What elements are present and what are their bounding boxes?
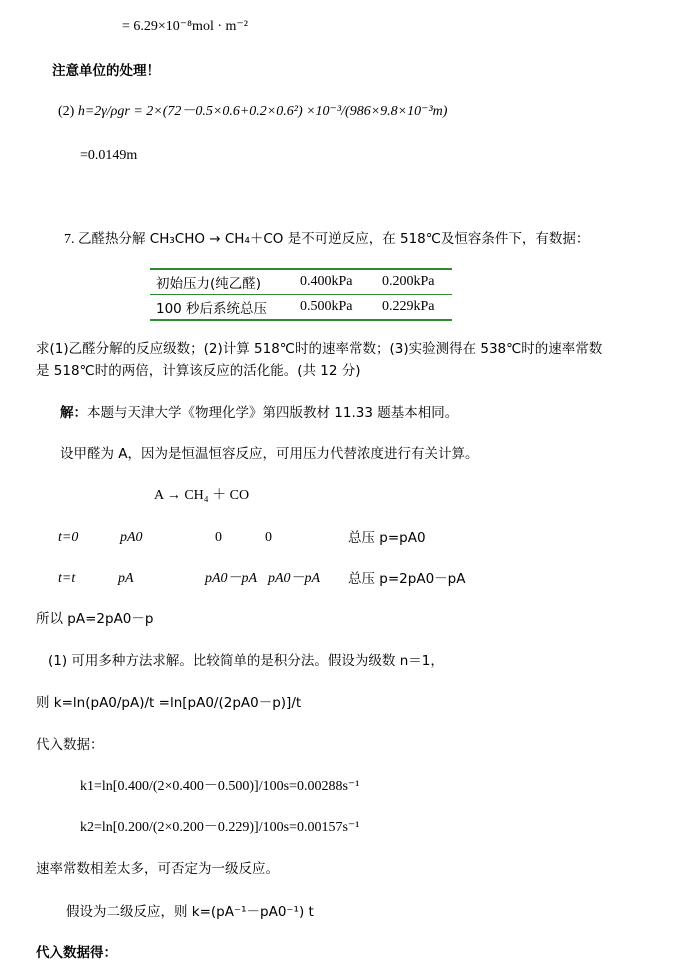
result-2: =0.0149m <box>80 148 138 163</box>
equation-2-body: h=2γ/ρgr = 2×(72－0.5×0.6+0.2×0.6²) ×10⁻³/(986×9.8×10⁻³m) <box>77 104 448 119</box>
so-line: 所以 pA=2pA0－p <box>36 611 154 627</box>
table-cell-label: 初始压力(纯乙醛) <box>150 269 294 295</box>
substitute-2-label: 代入数据得： <box>36 945 117 961</box>
table-cell-label: 100 秒后系统总压 <box>150 295 294 321</box>
question-line-2: 是 518℃时的两倍，计算该反应的活化能。(共 12 分) <box>36 363 361 379</box>
row-tt-time: t=t <box>58 571 76 586</box>
problem-7-text: 乙醛热分解 CH₃CHO → CH₄＋CO 是不可逆反应，在 518℃及恒容条件下，有数据： <box>78 231 590 247</box>
row-tt-pa: pA <box>118 571 134 586</box>
equation-2 <box>58 103 447 121</box>
k2-line: k2=ln[0.200/(2×0.200－0.229)]/100s=0.00157s⁻¹ <box>80 820 360 835</box>
row-t0-time: t=0 <box>58 530 79 545</box>
conclusion-line: 速率常数相差太多，可否定为一级反应。 <box>36 861 279 877</box>
row-t0-ch4: 0 <box>215 530 222 545</box>
problem-7-number: 7. <box>64 232 75 247</box>
step-1: (1) 可用多种方法求解。比较简单的是积分法。假设为级数 n＝1， <box>48 653 444 669</box>
table-cell-value: 0.500kPa <box>294 295 376 321</box>
note-units: 注意单位的处理！ <box>52 63 160 79</box>
equation-2-label: (2) <box>58 104 78 119</box>
problem-7 <box>64 230 589 249</box>
question-line-1: 求(1)乙醛分解的反应级数；(2)计算 518℃时的速率常数；(3)实验测得在 538℃时的速率常数 <box>36 341 603 357</box>
k1-line: k1=ln[0.400/(2×0.400－0.500)]/100s=0.00288s⁻¹ <box>80 779 360 794</box>
pressure-data-table <box>150 268 452 321</box>
table-row <box>150 295 452 321</box>
row-t0-co: 0 <box>265 530 272 545</box>
solution-label: 解： <box>60 405 87 421</box>
row-tt-co: pA0－pA <box>268 571 321 586</box>
solution-intro <box>60 404 458 422</box>
assume-text: 设甲醛为 A，因为是恒温恒容反应，可用压力代替浓度进行有关计算。 <box>60 446 479 462</box>
row-tt-total: 总压 p=2pA0－pA <box>348 571 466 587</box>
reaction-equation: A → CH₄ ＋ CO <box>154 488 250 503</box>
substitute-label: 代入数据： <box>36 737 104 753</box>
line-mol-result <box>122 18 248 36</box>
table-row <box>150 269 452 295</box>
table-cell-value: 0.229kPa <box>376 295 452 321</box>
solution-text: 本题与天津大学《物理化学》第四版教材 11.33 题基本相同。 <box>87 405 459 421</box>
line-mol-result-text: = 6.29×10⁻⁸mol · m⁻² <box>122 19 248 34</box>
row-t0-total: 总压 p=pA0 <box>348 530 426 546</box>
assume-second-order: 假设为二级反应，则 k=(pA⁻¹－pA0⁻¹) t <box>66 904 314 920</box>
table-cell-value: 0.400kPa <box>294 269 376 295</box>
table-cell-value: 0.200kPa <box>376 269 452 295</box>
then-line: 则 k=ln(pA0/pA)/t =ln[pA0/(2pA0－p)]/t <box>36 695 302 711</box>
row-tt-ch4: pA0－pA <box>205 571 258 586</box>
row-t0-pa: pA0 <box>120 530 143 545</box>
